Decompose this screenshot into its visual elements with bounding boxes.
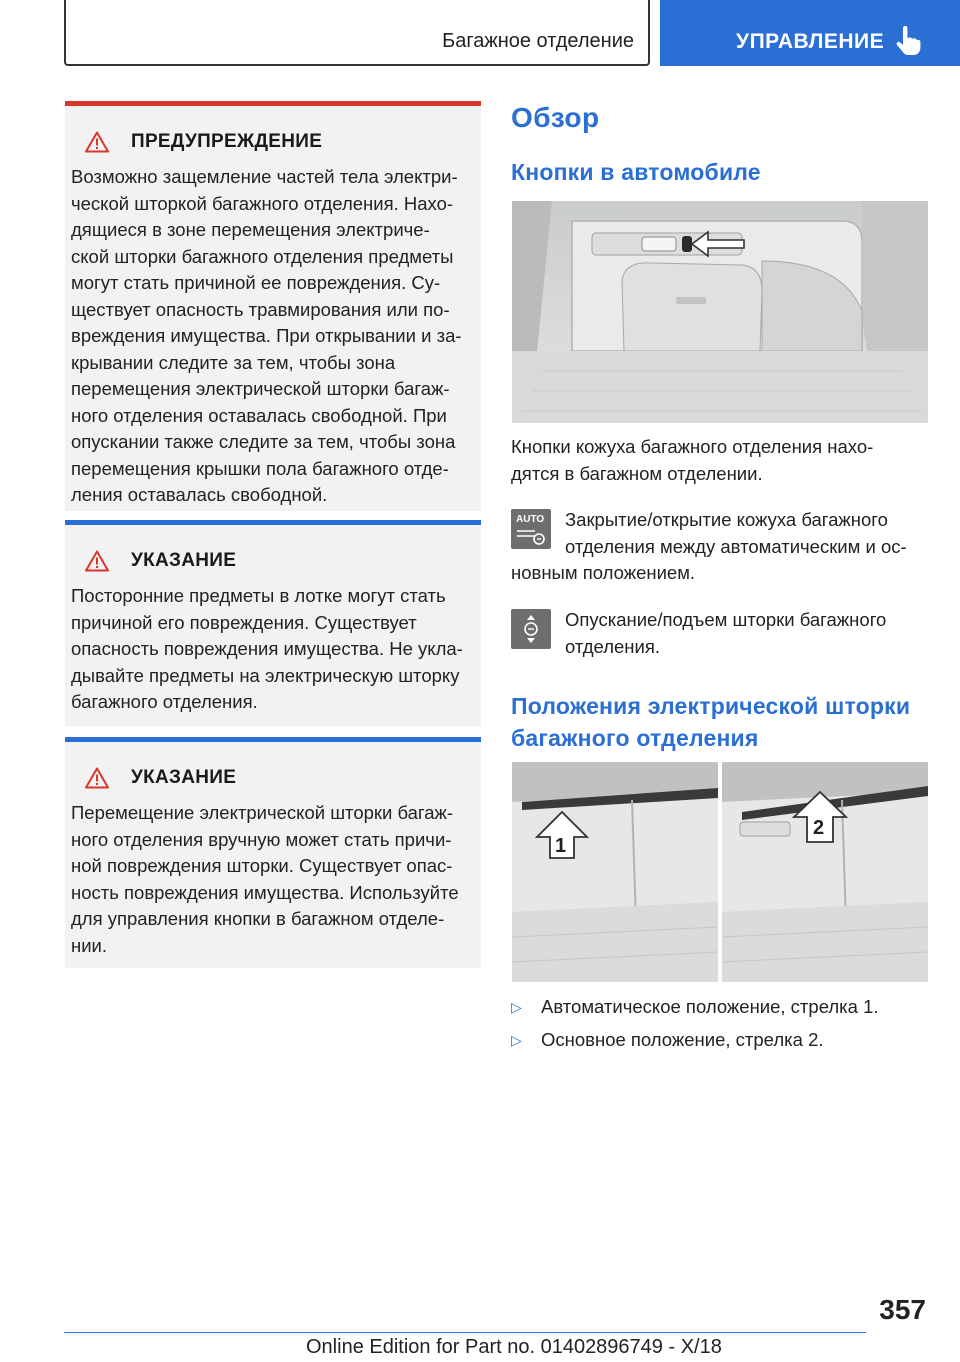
warning-triangle-icon xyxy=(85,550,109,572)
arrow-label-2: 2 xyxy=(813,817,825,839)
trunk-buttons-illustration xyxy=(512,201,928,423)
hand-pointer-icon xyxy=(894,26,922,56)
warning-text: Возможно защемление частей тела электри- ческой шторкой багажного отделения. Нахо- дящиеся в зоне перемещения электриче- ской шторки багажного отделения предметы могут стать причиной ее повреждения. Су- ществует опасность травмирования или по- вреждения имущества. При открывании и за- крывании следите за тем, чтобы зона перемещения электрической шторки багаж- ного отделения оставалась свободной. При опускании также следите за тем, чтобы зона перемещения крышки пола багажного отде- ления оставалась свободной. xyxy=(71,166,462,505)
warning-triangle-icon xyxy=(85,131,109,153)
header-section-tab xyxy=(64,0,650,66)
note-box-2 xyxy=(65,737,481,968)
trunk-buttons-photo xyxy=(512,201,928,423)
bullet-triangle-icon: ▷ xyxy=(511,999,522,1015)
warning-title: ПРЕДУПРЕЖДЕНИЕ xyxy=(131,131,323,152)
position-2-illustration xyxy=(722,762,928,982)
bullet-basic-position: ▷ Основное положение, стрелка 2. xyxy=(511,1029,824,1050)
warning-heading xyxy=(85,130,322,154)
header-section-title: Багажное отделение xyxy=(442,30,634,52)
position-2-photo xyxy=(722,762,928,982)
auto-button-description: Закрытие/открытие кожуха багажного отделения между автоматическим и ос- новным положением. xyxy=(511,509,907,583)
note-title-1: УКАЗАНИЕ xyxy=(131,550,237,571)
note-title-2: УКАЗАНИЕ xyxy=(131,767,237,788)
buttons-description: Кнопки кожуха багажного отделения нахо- дятся в багажном отделении. xyxy=(511,436,874,484)
header-chapter-title: УПРАВЛЕНИЕ xyxy=(736,30,885,53)
up-down-button-description: Опускание/подъем шторки багажного отделения. xyxy=(565,609,887,657)
footer-edition: Online Edition for Part no. 01402896749 - X/18 xyxy=(306,1336,722,1358)
buttons-subheading: Кнопки в автомобиле xyxy=(511,159,761,185)
arrow-label-1: 1 xyxy=(555,835,567,857)
note-heading-1 xyxy=(85,549,236,573)
position-1-illustration xyxy=(512,762,718,982)
position-1-photo xyxy=(512,762,718,982)
note-heading-2 xyxy=(85,766,236,790)
up-down-button-icon xyxy=(511,609,551,649)
note-text-2: Перемещение электрической шторки багаж- ного отделения вручную может стать причи- ной повреждения шторки. Существует опас- ность повреждения имущества. Используйте для управления кнопки в багажном отделе- нии. xyxy=(71,802,459,956)
note-box-1 xyxy=(65,520,481,726)
bullet-triangle-icon: ▷ xyxy=(511,1032,522,1048)
overview-heading: Обзор xyxy=(511,102,600,133)
warning-triangle-icon xyxy=(85,767,109,789)
page-number: 357 xyxy=(879,1294,926,1325)
bullet-automatic-position: ▷ Автоматическое положение, стрелка 1. xyxy=(511,996,879,1017)
positions-heading: Положения электрической шторки багажного отделения xyxy=(511,693,911,751)
header-chapter-tab xyxy=(660,0,960,66)
auto-label: AUTO xyxy=(516,514,545,525)
warning-box xyxy=(65,101,481,511)
note-text-1: Посторонние предметы в лотке могут стать причиной его повреждения. Существует опасность повреждения имущества. Не укла- дывайте предметы на электрическую шторку багажного отделения. xyxy=(71,585,463,712)
footer-divider xyxy=(64,1332,866,1333)
